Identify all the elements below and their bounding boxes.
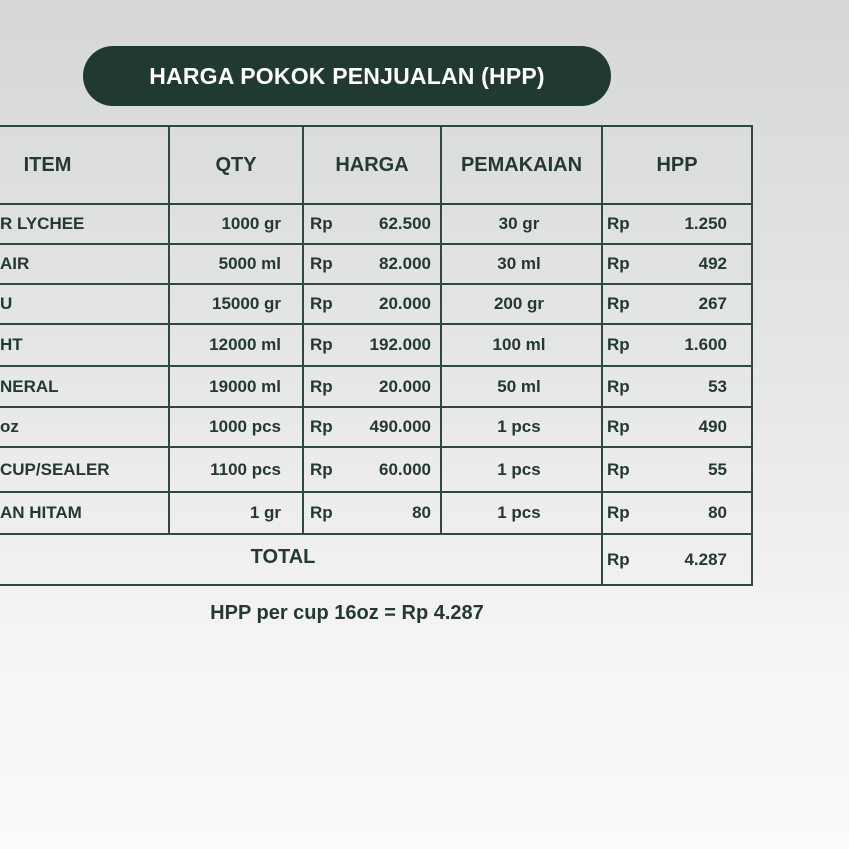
total-currency: Rp [607, 549, 630, 569]
qty-value: 5000 ml [218, 254, 281, 273]
item-name: AN HITAM [0, 503, 82, 522]
total-hpp-value: 4.287 [684, 549, 727, 569]
header-item: ITEM [23, 153, 72, 176]
total-label: TOTAL [250, 546, 316, 568]
qty-value: 1100 pcs [210, 459, 281, 479]
page-title: HARGA POKOK PENJUALAN (HPP) [83, 46, 611, 106]
harga-value: 490.000 [369, 417, 431, 436]
harga-value: 80 [412, 503, 431, 522]
header-hpp: HPP [656, 153, 698, 176]
harga-value: 20.000 [379, 294, 431, 313]
qty-value: 1 gr [249, 503, 281, 522]
hpp-currency: Rp [607, 376, 630, 396]
harga-value: 60.000 [379, 459, 431, 479]
harga-currency: Rp [310, 214, 333, 233]
hpp-currency: Rp [607, 417, 630, 436]
item-name: U [0, 294, 13, 313]
harga-value: 62.500 [379, 214, 431, 233]
header-qty: QTY [215, 153, 257, 176]
hpp-value: 53 [708, 376, 727, 396]
harga-currency: Rp [310, 335, 333, 354]
qty-value: 12000 ml [209, 335, 281, 354]
hpp-value: 267 [698, 294, 727, 313]
harga-currency: Rp [310, 254, 333, 273]
qty-value: 1000 gr [221, 214, 281, 233]
qty-value: 15000 gr [212, 294, 281, 313]
header-pemakaian: PEMAKAIAN [460, 153, 583, 176]
header-harga: HARGA [335, 153, 409, 176]
pemakaian-value: 30 gr [498, 214, 540, 233]
item-name: HT [0, 335, 23, 354]
harga-value: 20.000 [379, 376, 431, 396]
hpp-value: 1.250 [684, 214, 727, 233]
hpp-value: 492 [698, 254, 727, 273]
item-name: NERAL [0, 376, 59, 396]
pemakaian-value: 1 pcs [497, 417, 541, 436]
pemakaian-value: 30 ml [497, 254, 541, 273]
hpp-value: 55 [708, 459, 727, 479]
harga-currency: Rp [310, 459, 333, 479]
qty-value: 1000 pcs [209, 417, 281, 436]
harga-currency: Rp [310, 503, 333, 522]
harga-value: 82.000 [379, 254, 431, 273]
hpp-currency: Rp [607, 294, 630, 313]
pemakaian-value: 100 ml [492, 335, 546, 354]
harga-value: 192.000 [369, 335, 431, 354]
pemakaian-value: 1 pcs [497, 503, 541, 522]
hpp-currency: Rp [607, 214, 630, 233]
qty-value: 19000 ml [209, 376, 281, 396]
pemakaian-value: 200 gr [493, 294, 545, 313]
harga-currency: Rp [310, 376, 333, 396]
hpp-per-cup-note: HPP per cup 16oz = Rp 4.287 [210, 602, 484, 624]
pemakaian-value: 1 pcs [497, 459, 541, 479]
item-name: AIR [0, 254, 30, 273]
harga-currency: Rp [310, 417, 333, 436]
hpp-currency: Rp [607, 254, 630, 273]
hpp-value: 80 [708, 503, 727, 522]
harga-currency: Rp [310, 294, 333, 313]
hpp-currency: Rp [607, 459, 630, 479]
item-name: R LYCHEE [0, 214, 85, 233]
hpp-value: 1.600 [684, 335, 727, 354]
hpp-currency: Rp [607, 335, 630, 354]
hpp-currency: Rp [607, 503, 630, 522]
item-name: CUP/SEALER [0, 459, 110, 479]
hpp-value: 490 [698, 417, 727, 436]
item-name: oz [0, 417, 19, 436]
pemakaian-value: 50 ml [497, 376, 541, 396]
